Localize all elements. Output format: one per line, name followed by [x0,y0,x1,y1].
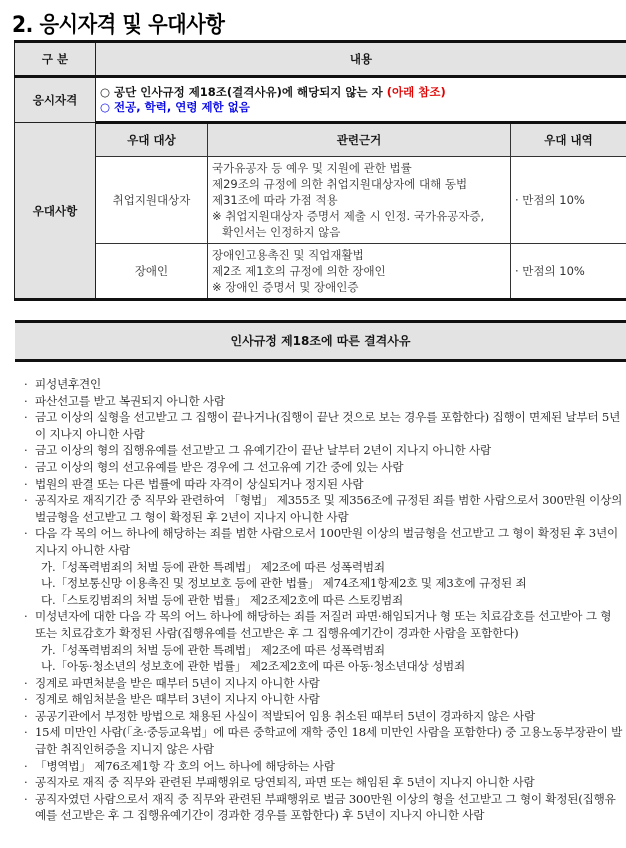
disqualification-list [24,376,624,824]
bullet-icon: · [24,791,28,806]
item-text: 금고 이상의 형의 선고유예를 받은 경우에 그 선고유예 기간 중에 있는 사람 [35,459,404,474]
item-text: 징계로 파면처분을 받은 때부터 5년이 지나지 아니한 사람 [35,675,320,690]
basis-line: 장애인고용촉진 및 직업재활법 [212,248,364,262]
disqualification-item [24,724,624,757]
disqualification-item [24,774,624,791]
item-text: 금고 이상의 형의 집행유예를 선고받고 그 유예기간이 끝난 날부터 2년이 지나지 아니한 사람 [35,443,491,458]
header-content: 내용 [96,42,626,77]
preference-row-disabled [96,244,626,299]
disqualification-item [24,791,624,824]
preference-header-row [96,124,626,157]
disqualification-item [24,691,624,708]
preference-table [96,124,626,298]
header-benefit: 우대 내역 [511,124,626,157]
bullet-icon: · [24,758,28,773]
disqualification-item [24,525,624,608]
bullet-icon: · [24,493,28,508]
bullet-icon: · [24,393,28,408]
item-text: 징계로 해임처분을 받은 때부터 3년이 지나지 아니한 사람 [35,692,320,707]
disqualification-item [24,675,624,692]
bullet-icon: · [24,609,28,624]
sub-item: 가.「성폭력범죄의 처벌 등에 관한 특례법」 제2조에 따른 성폭력범죄 [41,559,385,574]
see-below-note: (아래 참조) [386,84,446,99]
basis-line: 국가유공자 등 예우 및 지원에 관한 법률 [212,161,412,175]
basis-line: 제2조 제1호의 규정에 의한 장애인 [212,264,386,278]
disqualification-item [24,459,624,476]
preference-content [96,123,626,300]
qualification-text: ○ 공단 인사규정 제18조(결격사유)에 해당되지 않는 자 [100,84,387,99]
bullet-icon: · [24,775,28,790]
disqualification-item [24,442,624,459]
disqualification-item [24,376,624,393]
basis-note: ※ 장애인 증명서 및 장애인증 [212,280,359,294]
bullet-icon: · [24,708,28,723]
item-text: 파산선고를 받고 복권되지 아니한 사람 [35,393,225,408]
basis-cell [208,157,511,244]
item-text: 공직자였던 사람으로서 재직 중 직무와 관련된 부패행위로 벌금 300만원 이상의 형을 선고받고 그 형이 확정된(집행유예를 선고받은 후 그 집행유예기간이 경과한 경우를 포함한다) 후 5년이 지나지 아니한 사람 [35,791,616,823]
header-basis: 관련근거 [208,124,511,157]
header-category: 구 분 [15,42,96,77]
item-text: 다음 각 목의 어느 하나에 해당하는 죄를 범한 사람으로서 100만원 이상의 벌금형을 선고받고 그 형이 확정된 후 3년이 지나지 아니한 사람 [35,526,618,557]
disqualification-item [24,476,624,493]
sub-item: 나.「아동·청소년의 성보호에 관한 법률」 제2조제2호에 따른 아동·청소년대상 성범죄 [41,659,465,674]
sub-item: 나.「정보통신망 이용촉진 및 정보보호 등에 관한 법률」 제74조제1항제2호 및 제3호에 규정된 죄 [41,576,527,591]
item-text: 피성년후견인 [35,377,101,391]
disqualification-item [24,492,624,525]
bullet-icon: · [24,443,28,458]
qualification-line-1 [100,85,622,100]
bullet-icon: · [24,692,28,707]
header-target: 우대 대상 [96,124,208,157]
qualification-table [14,40,626,301]
disqualification-item [24,608,624,674]
qualification-label: 응시자격 [15,77,96,123]
item-text: 공공기관에서 부정한 방법으로 채용된 사실이 적발되어 임용 취소된 때부터 5년이 경과하지 않은 사람 [35,708,535,723]
benefit-cell: · 만점의 10% [511,157,626,244]
benefit-cell: · 만점의 10% [511,244,626,299]
table-header-row [15,42,626,77]
disqualification-item [24,708,624,725]
bullet-icon: · [24,459,28,474]
bullet-icon: · [24,377,28,391]
qualification-content [96,77,626,123]
item-text: 공직자로 재직 중 직무와 관련된 부패행위로 당연퇴직, 파면 또는 해임된 후 5년이 지나지 아니한 사람 [35,775,535,790]
bullet-icon: · [24,410,28,425]
item-text: 미성년자에 대한 다음 각 목의 어느 하나에 해당하는 죄를 저질러 파면·해임되거나 형 또는 치료감호를 선고받아 그 형 또는 치료감호가 확정된 사람(집행유예를 선고받은 후 그 집행유예기간이 경과한 사람을 포함한다) [35,609,612,640]
qualification-row [15,77,626,123]
bullet-icon: · [24,675,28,690]
disqualification-banner: 인사규정 제18조에 따른 결격사유 [15,320,626,362]
sub-item: 가.「성폭력범죄의 처벌 등에 관한 특례법」 제2조에 따른 성폭력범죄 [41,642,385,657]
sub-item: 다.「스토킹범죄의 처벌 등에 관한 법률」 제2조제2호에 따른 스토킹범죄 [41,592,404,607]
basis-line: 제31조에 따라 가점 적용 [212,193,338,207]
qualification-line-2: ○ 전공, 학력, 연령 제한 없음 [100,99,250,114]
section-title: 2. 응시자격 및 우대사항 [12,13,225,38]
basis-line: 제29조의 규정에 의한 취업지원대상자에 대해 동법 [212,177,468,191]
bullet-icon: · [24,526,28,541]
item-text: 「병역법」 제76조제1항 각 호의 어느 하나에 해당하는 사람 [35,758,335,773]
preference-row-employment [96,157,626,244]
disqualification-item [24,393,624,410]
basis-cell [208,244,511,299]
bullet-icon: · [24,725,28,740]
item-text: 법원의 판결 또는 다른 법률에 따라 자격이 상실되거나 정지된 사람 [35,476,364,491]
preference-row [15,123,626,300]
bullet-icon: · [24,476,28,491]
basis-note: ※ 취업지원대상자 증명서 제출 시 인정. 국가유공자증, [212,209,485,223]
basis-note: 확인서는 인정하지 않음 [222,225,341,239]
target-cell: 취업지원대상자 [96,157,208,244]
disqualification-item [24,409,624,442]
disqualification-item [24,758,624,775]
item-text: 15세 미만인 사람(「초·중등교육법」에 따른 중학교에 재학 중인 18세 미만인 사람을 포함한다) 중 고용노동부장관이 발급한 취직인허증을 지니지 않은 사람 [35,725,623,757]
preference-label: 우대사항 [15,123,96,300]
item-text: 공직자로 재직기간 중 직무와 관련하여 「형법」 제355조 및 제356조에 규정된 죄를 범한 사람으로서 300만원 이상의 벌금형을 선고받고 그 형이 확정된 후 2년이 지나지 아니한 사람 [35,493,623,524]
item-text: 금고 이상의 실형을 선고받고 그 집행이 끝나거나(집행이 끝난 것으로 보는 경우를 포함한다) 집행이 면제된 날부터 5년이 지나지 아니한 사람 [35,410,621,441]
target-cell: 장애인 [96,244,208,299]
